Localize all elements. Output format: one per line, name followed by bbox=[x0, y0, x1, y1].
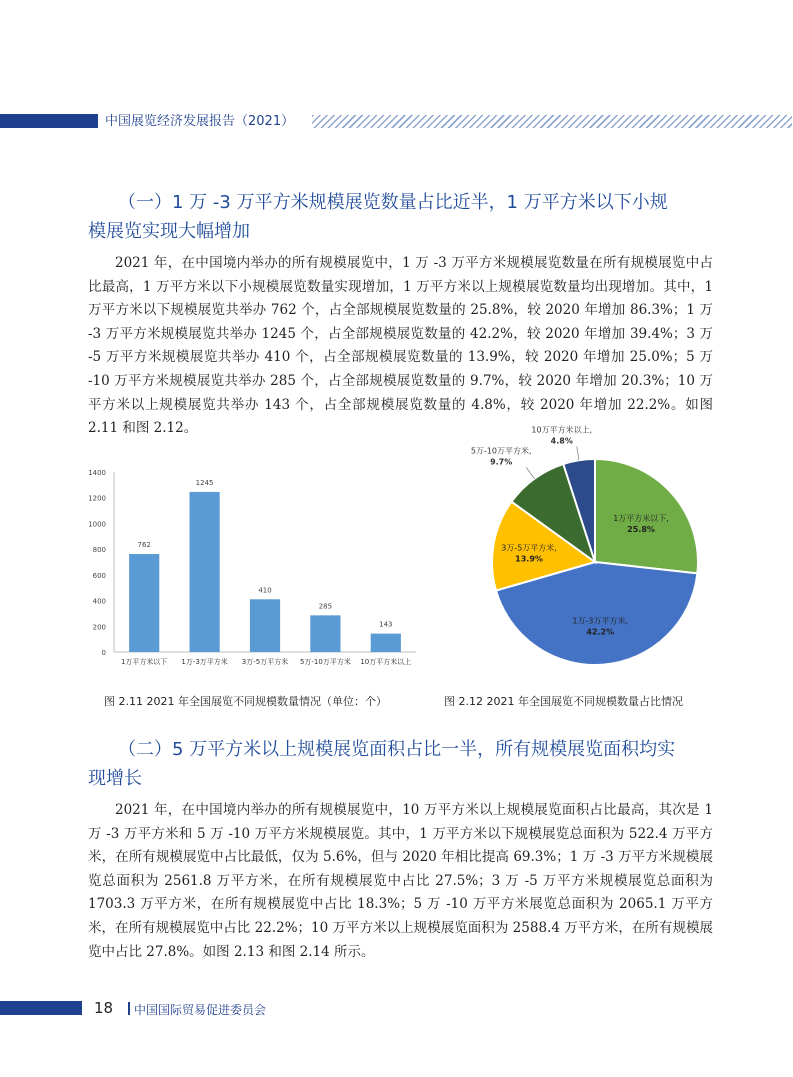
bar-chart-figure-2-11 bbox=[84, 460, 424, 675]
y-tick-label: 600 bbox=[92, 571, 106, 580]
bar bbox=[310, 615, 340, 652]
pie-leader-line bbox=[577, 446, 579, 460]
page-number: 18 bbox=[94, 999, 114, 1017]
section1-heading-line2: 模展览实现大幅增加 bbox=[88, 221, 250, 242]
section1-heading-line1: （一）1 万 -3 万平方米规模展览数量占比近半，1 万平方米以下小规 bbox=[118, 192, 668, 213]
y-tick-label: 1400 bbox=[88, 469, 106, 477]
header-hatch-decoration bbox=[312, 115, 792, 128]
x-tick-label: 1万平方米以下 bbox=[120, 658, 168, 666]
header-accent-bar bbox=[0, 114, 98, 128]
x-tick-label: 3万-5万平方米 bbox=[241, 658, 289, 666]
pie-slice-label: 3万-5万平方米, bbox=[501, 543, 557, 553]
pie-slice-label: 1万平方米以下, bbox=[613, 513, 669, 523]
y-tick-label: 1000 bbox=[88, 520, 106, 529]
y-tick-label: 1200 bbox=[88, 494, 106, 503]
bar bbox=[129, 554, 159, 652]
x-tick-label: 5万-10万平方米 bbox=[299, 658, 351, 666]
section1-heading bbox=[88, 188, 728, 246]
pie-slice-label: 10万平方米以上, bbox=[531, 425, 593, 435]
y-tick-label: 400 bbox=[92, 597, 106, 606]
pie-slice-percent: 4.8% bbox=[550, 436, 573, 446]
pie-leader-line bbox=[526, 467, 534, 478]
section2-heading bbox=[88, 735, 728, 793]
report-title: 中国展览经济发展报告（2021） bbox=[105, 114, 295, 129]
pie-slice-percent: 9.7% bbox=[490, 457, 513, 467]
pie-slice-label: 5万-10万平方米, bbox=[470, 446, 532, 456]
section2-heading-line2: 现增长 bbox=[88, 768, 142, 789]
section2-heading-line1: （二）5 万平方米以上规模展览面积占比一半，所有规模展览面积均实 bbox=[118, 739, 676, 760]
pie-slice-percent: 13.9% bbox=[515, 554, 543, 564]
y-tick-label: 0 bbox=[101, 649, 106, 657]
bar bbox=[190, 492, 220, 652]
bar bbox=[371, 634, 401, 652]
bar-value-label: 762 bbox=[137, 541, 151, 550]
section2-paragraph: 2021 年，在中国境内举办的所有规模展览中，10 万平方米以上规模展览面积占比最高，其次是 1 万 -3 万平方米和 5 万 -10 万平方米规模展览。其中，1 万平方米以下规模展览总面积为 522.4 万平方米，在所有规模展览中占比最低，仅为 5.6%，但与 2020 年相比提高 69.3%；1 万 -3 万平方米规模展览总面积为 2561.8 万平方米，在所有规模展览中占比 27.5%；3 万 -5 万平方米规模展览总面积为 1703.3 万平方米，在所有规模展览中占比 18.3%；5 万 -10 万平方米展览总面积为 2065.1 万平方米，在所有规模展览中占比 22.2%；10 万平方米以上规模展览面积为 2588.4 万平方米，在所有规模展览中占比 27.8%。如图 2.13 和图 2.14 所示。 bbox=[88, 802, 713, 960]
y-tick-label: 200 bbox=[92, 623, 106, 632]
bar bbox=[250, 599, 280, 652]
bar-value-label: 1245 bbox=[195, 478, 214, 487]
pie-slice-label: 1万-3万平方米, bbox=[572, 616, 629, 626]
footer-accent-bar bbox=[0, 1001, 82, 1015]
footer-organization: 中国国际贸易促进委员会 bbox=[134, 1003, 267, 1017]
x-tick-label: 10万平方米以上 bbox=[360, 658, 412, 666]
figure-2-12-caption: 图 2.12 2021 年全国展览不同规模数量占比情况 bbox=[444, 695, 683, 708]
bar-value-label: 143 bbox=[379, 620, 393, 629]
pie-slice-percent: 42.2% bbox=[586, 627, 615, 637]
y-tick-label: 800 bbox=[92, 546, 106, 555]
bar-value-label: 285 bbox=[318, 602, 333, 611]
x-tick-label: 1万-3万平方米 bbox=[181, 658, 228, 666]
footer-separator bbox=[128, 1002, 130, 1015]
figure-2-11-caption: 图 2.11 2021 年全国展览不同规模数量情况（单位：个） bbox=[104, 695, 387, 708]
bar-value-label: 410 bbox=[258, 586, 272, 595]
pie-chart-figure-2-12 bbox=[425, 425, 725, 680]
pie-slice-percent: 25.8% bbox=[627, 524, 655, 534]
section1-paragraph: 2021 年，在中国境内举办的所有规模展览中，1 万 -3 万平方米规模展览数量在所有规模展览中占比最高，1 万平方米以下小规模展览数量实现增加，1 万平方米以上规模展览数量均出现增加。其中，1 万平方米以下规模展览共举办 762 个，占全部规模展览数量的 25.8%，较 2020 年增加 86.3%；1 万 -3 万平方米规模展览共举办 1245 个，占全部规模展览数量的 42.2%，较 2020 年增加 39.4%；3 万 -5 万平方米规模展览共举办 410 个，占全部规模展览数量的 13.9%，较 2020 年增加 25.0%；5 万 -10 万平方米规模展览共举办 285 个，占全部规模展览数量的 9.7%，较 2020 年增加 20.3%；10 万平方米以上规模展览共举办 143 个，占全部规模展览数量的 4.8%，较 2020 年增加 22.2%。如图 2.11 和图 2.12。 bbox=[88, 255, 713, 437]
